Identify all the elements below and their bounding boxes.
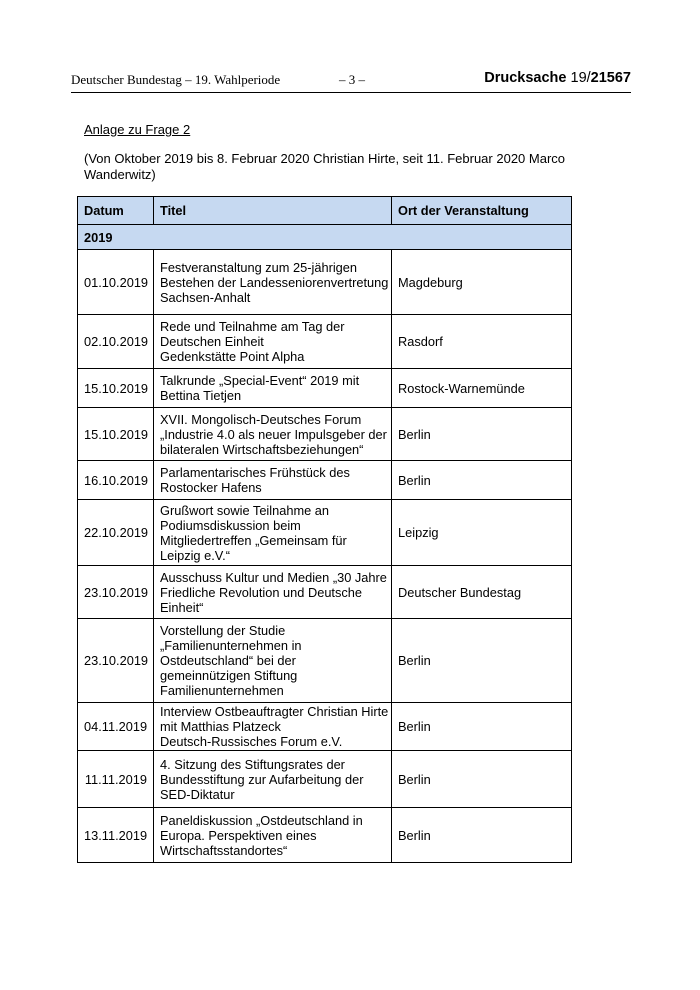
header-publication: Deutscher Bundestag – 19. Wahlperiode	[71, 72, 281, 87]
attachment-title: Anlage zu Frage 2	[84, 122, 191, 137]
event-title-line: 4. Sitzung des Stiftungsrates der	[160, 756, 345, 772]
event-title	[154, 500, 392, 566]
event-title	[154, 408, 392, 461]
event-place: Rostock-Warnemünde	[392, 369, 572, 408]
intro-line: (Von Oktober 2019 bis 8. Februar 2020 Christian Hirte, seit 11. Februar 2020 Marco	[84, 151, 566, 166]
event-place: Magdeburg	[392, 250, 572, 315]
event-title-line: „Industrie 4.0 als neuer Impulsgeber der	[160, 426, 387, 442]
table-row	[78, 619, 572, 703]
event-title	[154, 751, 392, 808]
event-title-line: Einheit“	[160, 599, 204, 615]
header-page-number: – 3 –	[339, 72, 365, 87]
event-title-line: SED-Diktatur	[160, 786, 235, 802]
event-title-line: Podiumsdiskussion beim	[160, 517, 301, 533]
table-row	[78, 751, 572, 808]
year-label: 2019	[78, 225, 572, 250]
event-title-line: Rostocker Hafens	[160, 480, 262, 495]
column-header-ort: Ort der Veranstaltung	[392, 197, 572, 225]
event-title-line: Vorstellung der Studie	[160, 623, 286, 638]
events-table	[77, 196, 572, 863]
event-title-line: Festveranstaltung zum 25-jährigen	[160, 259, 358, 275]
event-date: 23.10.2019	[78, 566, 154, 619]
event-place: Leipzig	[392, 500, 572, 566]
table-row	[78, 408, 572, 461]
table-row	[78, 369, 572, 408]
event-date: 23.10.2019	[78, 619, 154, 703]
event-title	[154, 808, 392, 863]
event-title-line: Talkrunde „Special-Event“ 2019 mit	[160, 373, 360, 388]
event-title-line: Wirtschaftsstandortes“	[160, 842, 288, 858]
event-title-line: gemeinnützigen Stiftung	[160, 668, 298, 683]
event-title-line: Bettina Tietjen	[160, 388, 242, 403]
event-date: 13.11.2019	[78, 808, 154, 863]
event-title-line: bilateralen Wirtschaftsbeziehungen“	[160, 441, 364, 457]
event-title-line: Paneldiskussion „Ostdeutschland in	[160, 812, 363, 828]
event-title-line: Interview Ostbeauftragter Christian Hirte	[160, 704, 389, 719]
table-header-row	[78, 197, 572, 225]
event-title	[154, 369, 392, 408]
event-title-line: Grußwort sowie Teilnahme an	[160, 502, 330, 518]
event-title-line: Leipzig e.V.“	[160, 547, 230, 563]
event-place: Berlin	[392, 703, 572, 751]
table-row	[78, 808, 572, 863]
event-title-line: Europa. Perspektiven eines	[160, 827, 317, 843]
event-title-line: Friedliche Revolution und Deutsche	[160, 584, 363, 600]
event-title-line: „Familienunternehmen in	[160, 638, 302, 653]
column-header-datum: Datum	[78, 197, 154, 225]
event-date: 02.10.2019	[78, 315, 154, 369]
table-row	[78, 250, 572, 315]
event-title-line: Rede und Teilnahme am Tag der	[160, 319, 345, 334]
event-title	[154, 315, 392, 369]
event-title-line: Ostdeutschland“ bei der	[160, 653, 296, 668]
event-title	[154, 703, 392, 751]
event-title-line: mit Matthias Platzeck	[160, 719, 281, 734]
event-title-line: Deutsch-Russisches Forum e.V.	[160, 734, 343, 749]
header-number-prefix: 19/	[570, 70, 591, 86]
intro-line: Wanderwitz)	[84, 167, 156, 182]
event-title-line: Bestehen der Landesseniorenvertretung	[160, 274, 389, 290]
event-title-line: Sachsen-Anhalt	[160, 289, 251, 305]
event-place: Rasdorf	[392, 315, 572, 369]
header-number-main: 21567	[590, 70, 631, 86]
year-row	[78, 225, 572, 250]
page-header	[71, 70, 631, 93]
event-title	[154, 461, 392, 500]
event-date: 16.10.2019	[78, 461, 154, 500]
event-date: 15.10.2019	[78, 369, 154, 408]
event-title-line: Familienunternehmen	[160, 683, 284, 698]
event-title-line: Deutschen Einheit	[160, 334, 264, 349]
header-document-number	[484, 70, 631, 86]
event-date: 01.10.2019	[78, 250, 154, 315]
event-date: 22.10.2019	[78, 500, 154, 566]
table-row	[78, 703, 572, 751]
table-row	[78, 461, 572, 500]
event-title-line: XVII. Mongolisch-Deutsches Forum	[160, 411, 362, 427]
header-drucksache-label: Drucksache	[484, 70, 567, 86]
event-title	[154, 250, 392, 315]
event-title	[154, 566, 392, 619]
event-place: Berlin	[392, 619, 572, 703]
event-place: Deutscher Bundestag	[392, 566, 572, 619]
event-place: Berlin	[392, 461, 572, 500]
table-row	[78, 315, 572, 369]
event-title	[154, 619, 392, 703]
event-place: Berlin	[392, 751, 572, 808]
table-row	[78, 566, 572, 619]
event-title-line: Bundesstiftung zur Aufarbeitung der	[160, 771, 364, 787]
event-title-line: Ausschuss Kultur und Medien „30 Jahre	[160, 569, 387, 585]
event-title-line: Mitgliedertreffen „Gemeinsam für	[160, 532, 347, 548]
table-row	[78, 500, 572, 566]
column-header-titel: Titel	[154, 197, 392, 225]
event-place: Berlin	[392, 408, 572, 461]
intro-paragraph	[84, 151, 584, 183]
event-place: Berlin	[392, 808, 572, 863]
event-title-line: Gedenkstätte Point Alpha	[160, 349, 305, 364]
event-date: 15.10.2019	[78, 408, 154, 461]
event-date: 04.11.2019	[78, 703, 154, 751]
event-title-line: Parlamentarisches Frühstück des	[160, 465, 350, 480]
event-date: 11.11.2019	[78, 751, 154, 808]
